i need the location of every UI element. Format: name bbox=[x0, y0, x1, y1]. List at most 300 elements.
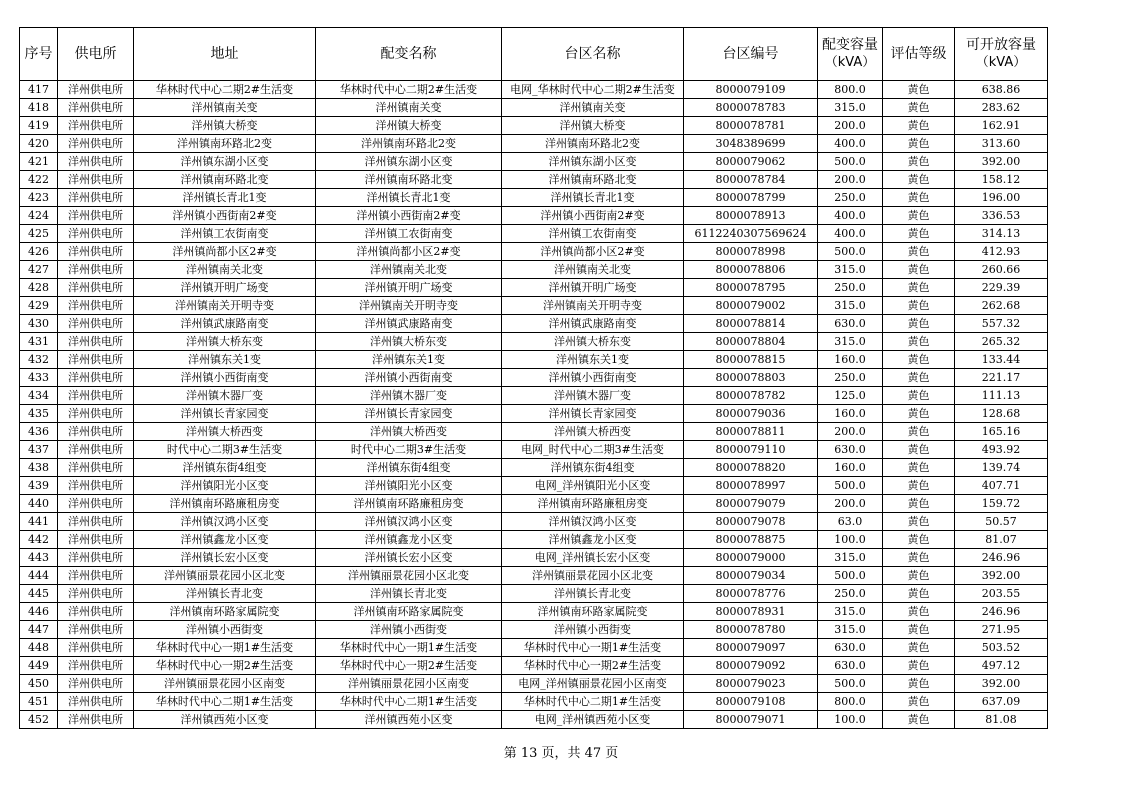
address-cell: 洋州镇小西街南变 bbox=[134, 369, 316, 387]
row-number: 443 bbox=[20, 549, 58, 567]
area-name-cell: 电网_洋州镇阳光小区变 bbox=[502, 477, 684, 495]
table-row bbox=[20, 207, 1048, 225]
grade-cell: 黄色 bbox=[883, 387, 955, 405]
transformer-cell: 华林时代中心二期1#生活变 bbox=[316, 693, 502, 711]
area-name-cell: 洋州镇南环路北变 bbox=[502, 171, 684, 189]
address-cell: 洋州镇南关变 bbox=[134, 99, 316, 117]
area-code-cell: 8000078997 bbox=[684, 477, 818, 495]
area-code-cell: 8000078820 bbox=[684, 459, 818, 477]
capacity-cell: 315.0 bbox=[818, 603, 883, 621]
address-cell: 洋州镇尚都小区2#变 bbox=[134, 243, 316, 261]
transformer-cell: 洋州镇大桥西变 bbox=[316, 423, 502, 441]
area-name-cell: 洋州镇东关1变 bbox=[502, 351, 684, 369]
capacity-cell: 500.0 bbox=[818, 675, 883, 693]
row-number: 438 bbox=[20, 459, 58, 477]
station-cell: 洋州供电所 bbox=[58, 513, 134, 531]
header-capacity bbox=[818, 28, 883, 81]
capacity-cell: 250.0 bbox=[818, 279, 883, 297]
area-name-cell: 洋州镇丽景花园小区北变 bbox=[502, 567, 684, 585]
capacity-cell: 400.0 bbox=[818, 207, 883, 225]
grade-cell: 黄色 bbox=[883, 333, 955, 351]
station-cell: 洋州供电所 bbox=[58, 639, 134, 657]
transformer-cell: 洋州镇西苑小区变 bbox=[316, 711, 502, 729]
station-cell: 洋州供电所 bbox=[58, 189, 134, 207]
table-row bbox=[20, 513, 1048, 531]
transformer-cell: 洋州镇长青家园变 bbox=[316, 405, 502, 423]
header-open-capacity-unit: （kVA） bbox=[975, 55, 1027, 70]
table-row bbox=[20, 567, 1048, 585]
area-name-cell: 洋州镇工农街南变 bbox=[502, 225, 684, 243]
area-code-cell: 8000079097 bbox=[684, 639, 818, 657]
table-row bbox=[20, 711, 1048, 729]
transformer-cell: 洋州镇丽景花园小区北变 bbox=[316, 567, 502, 585]
grade-cell: 黄色 bbox=[883, 171, 955, 189]
transformer-cell: 洋州镇南环路廉租房变 bbox=[316, 495, 502, 513]
area-code-cell: 8000078795 bbox=[684, 279, 818, 297]
area-name-cell: 电网_洋州镇长宏小区变 bbox=[502, 549, 684, 567]
transformer-cell: 洋州镇阳光小区变 bbox=[316, 477, 502, 495]
transformer-cell: 洋州镇东湖小区变 bbox=[316, 153, 502, 171]
area-code-cell: 8000078913 bbox=[684, 207, 818, 225]
table-row bbox=[20, 495, 1048, 513]
area-code-cell: 8000078806 bbox=[684, 261, 818, 279]
address-cell: 洋州镇长青北变 bbox=[134, 585, 316, 603]
transformer-cell: 华林时代中心一期2#生活变 bbox=[316, 657, 502, 675]
address-cell: 洋州镇工农街南变 bbox=[134, 225, 316, 243]
area-name-cell: 电网_华林时代中心二期2#生活变 bbox=[502, 81, 684, 99]
address-cell: 洋州镇大桥变 bbox=[134, 117, 316, 135]
table-row bbox=[20, 585, 1048, 603]
grade-cell: 黄色 bbox=[883, 153, 955, 171]
open-capacity-cell: 493.92 bbox=[955, 441, 1048, 459]
table-row bbox=[20, 153, 1048, 171]
grade-cell: 黄色 bbox=[883, 567, 955, 585]
station-cell: 洋州供电所 bbox=[58, 531, 134, 549]
address-cell: 洋州镇武康路南变 bbox=[134, 315, 316, 333]
capacity-cell: 200.0 bbox=[818, 117, 883, 135]
capacity-cell: 315.0 bbox=[818, 99, 883, 117]
area-name-cell: 洋州镇开明广场变 bbox=[502, 279, 684, 297]
area-code-cell: 8000079079 bbox=[684, 495, 818, 513]
grade-cell: 黄色 bbox=[883, 315, 955, 333]
area-code-cell: 8000078776 bbox=[684, 585, 818, 603]
station-cell: 洋州供电所 bbox=[58, 315, 134, 333]
open-capacity-cell: 260.66 bbox=[955, 261, 1048, 279]
row-number: 423 bbox=[20, 189, 58, 207]
station-cell: 洋州供电所 bbox=[58, 333, 134, 351]
header-capacity-unit: （kVA） bbox=[824, 55, 876, 70]
grade-cell: 黄色 bbox=[883, 405, 955, 423]
grade-cell: 黄色 bbox=[883, 297, 955, 315]
area-code-cell: 8000078811 bbox=[684, 423, 818, 441]
transformer-cell: 洋州镇小西街南2#变 bbox=[316, 207, 502, 225]
header-station: 供电所 bbox=[58, 28, 134, 81]
area-code-cell: 8000078875 bbox=[684, 531, 818, 549]
address-cell: 洋州镇开明广场变 bbox=[134, 279, 316, 297]
area-code-cell: 8000078803 bbox=[684, 369, 818, 387]
address-cell: 洋州镇鑫龙小区变 bbox=[134, 531, 316, 549]
station-cell: 洋州供电所 bbox=[58, 405, 134, 423]
address-cell: 洋州镇长青家园变 bbox=[134, 405, 316, 423]
address-cell: 洋州镇南关开明寺变 bbox=[134, 297, 316, 315]
station-cell: 洋州供电所 bbox=[58, 441, 134, 459]
transformer-cell: 洋州镇东街4组变 bbox=[316, 459, 502, 477]
table-row bbox=[20, 135, 1048, 153]
table-row bbox=[20, 351, 1048, 369]
area-code-cell: 8000079092 bbox=[684, 657, 818, 675]
capacity-cell: 315.0 bbox=[818, 261, 883, 279]
table-row bbox=[20, 387, 1048, 405]
open-capacity-cell: 392.00 bbox=[955, 567, 1048, 585]
capacity-cell: 200.0 bbox=[818, 423, 883, 441]
row-number: 430 bbox=[20, 315, 58, 333]
capacity-cell: 63.0 bbox=[818, 513, 883, 531]
area-code-cell: 8000079002 bbox=[684, 297, 818, 315]
row-number: 447 bbox=[20, 621, 58, 639]
area-name-cell: 洋州镇东湖小区变 bbox=[502, 153, 684, 171]
table-body bbox=[20, 81, 1048, 729]
grade-cell: 黄色 bbox=[883, 603, 955, 621]
area-code-cell: 6112240307569624 bbox=[684, 225, 818, 243]
capacity-cell: 500.0 bbox=[818, 243, 883, 261]
station-cell: 洋州供电所 bbox=[58, 585, 134, 603]
grade-cell: 黄色 bbox=[883, 675, 955, 693]
table-row bbox=[20, 99, 1048, 117]
row-number: 417 bbox=[20, 81, 58, 99]
transformer-cell: 时代中心二期3#生活变 bbox=[316, 441, 502, 459]
row-number: 439 bbox=[20, 477, 58, 495]
transformer-cell: 洋州镇长青北变 bbox=[316, 585, 502, 603]
table-row bbox=[20, 693, 1048, 711]
area-name-cell: 洋州镇南环路北2变 bbox=[502, 135, 684, 153]
open-capacity-cell: 246.96 bbox=[955, 549, 1048, 567]
station-cell: 洋州供电所 bbox=[58, 477, 134, 495]
open-capacity-cell: 392.00 bbox=[955, 153, 1048, 171]
area-name-cell: 电网_洋州镇西苑小区变 bbox=[502, 711, 684, 729]
grade-cell: 黄色 bbox=[883, 657, 955, 675]
row-number: 441 bbox=[20, 513, 58, 531]
area-code-cell: 8000079071 bbox=[684, 711, 818, 729]
open-capacity-cell: 81.08 bbox=[955, 711, 1048, 729]
grade-cell: 黄色 bbox=[883, 549, 955, 567]
table-row bbox=[20, 459, 1048, 477]
transformer-cell: 洋州镇尚都小区2#变 bbox=[316, 243, 502, 261]
address-cell: 洋州镇长宏小区变 bbox=[134, 549, 316, 567]
area-code-cell: 8000079036 bbox=[684, 405, 818, 423]
grade-cell: 黄色 bbox=[883, 585, 955, 603]
address-cell: 洋州镇丽景花园小区北变 bbox=[134, 567, 316, 585]
area-code-cell: 8000079108 bbox=[684, 693, 818, 711]
transformer-cell: 华林时代中心一期1#生活变 bbox=[316, 639, 502, 657]
area-name-cell: 洋州镇长青家园变 bbox=[502, 405, 684, 423]
area-name-cell: 华林时代中心一期1#生活变 bbox=[502, 639, 684, 657]
capacity-cell: 200.0 bbox=[818, 495, 883, 513]
capacity-cell: 630.0 bbox=[818, 441, 883, 459]
open-capacity-cell: 128.68 bbox=[955, 405, 1048, 423]
area-code-cell: 8000078799 bbox=[684, 189, 818, 207]
address-cell: 洋州镇南环路北2变 bbox=[134, 135, 316, 153]
open-capacity-cell: 111.13 bbox=[955, 387, 1048, 405]
open-capacity-cell: 133.44 bbox=[955, 351, 1048, 369]
station-cell: 洋州供电所 bbox=[58, 567, 134, 585]
area-name-cell: 洋州镇南环路家属院变 bbox=[502, 603, 684, 621]
address-cell: 洋州镇东关1变 bbox=[134, 351, 316, 369]
address-cell: 华林时代中心二期1#生活变 bbox=[134, 693, 316, 711]
station-cell: 洋州供电所 bbox=[58, 693, 134, 711]
row-number: 431 bbox=[20, 333, 58, 351]
station-cell: 洋州供电所 bbox=[58, 621, 134, 639]
capacity-cell: 500.0 bbox=[818, 153, 883, 171]
transformer-cell: 洋州镇南关北变 bbox=[316, 261, 502, 279]
table-row bbox=[20, 333, 1048, 351]
station-cell: 洋州供电所 bbox=[58, 387, 134, 405]
transformer-cell: 洋州镇长宏小区变 bbox=[316, 549, 502, 567]
grade-cell: 黄色 bbox=[883, 189, 955, 207]
open-capacity-cell: 638.86 bbox=[955, 81, 1048, 99]
address-cell: 华林时代中心二期2#生活变 bbox=[134, 81, 316, 99]
row-number: 419 bbox=[20, 117, 58, 135]
transformer-cell: 洋州镇长青北1变 bbox=[316, 189, 502, 207]
capacity-cell: 400.0 bbox=[818, 135, 883, 153]
transformer-cell: 洋州镇丽景花园小区南变 bbox=[316, 675, 502, 693]
transformer-cell: 洋州镇大桥东变 bbox=[316, 333, 502, 351]
open-capacity-cell: 503.52 bbox=[955, 639, 1048, 657]
address-cell: 时代中心二期3#生活变 bbox=[134, 441, 316, 459]
address-cell: 华林时代中心一期2#生活变 bbox=[134, 657, 316, 675]
capacity-cell: 500.0 bbox=[818, 477, 883, 495]
station-cell: 洋州供电所 bbox=[58, 243, 134, 261]
row-number: 446 bbox=[20, 603, 58, 621]
area-name-cell: 电网_时代中心二期3#生活变 bbox=[502, 441, 684, 459]
area-name-cell: 洋州镇小西街变 bbox=[502, 621, 684, 639]
open-capacity-cell: 165.16 bbox=[955, 423, 1048, 441]
row-number: 445 bbox=[20, 585, 58, 603]
header-grade: 评估等级 bbox=[883, 28, 955, 81]
address-cell: 洋州镇西苑小区变 bbox=[134, 711, 316, 729]
transformer-cell: 洋州镇汉鸿小区变 bbox=[316, 513, 502, 531]
area-name-cell: 洋州镇南关北变 bbox=[502, 261, 684, 279]
address-cell: 洋州镇木器厂变 bbox=[134, 387, 316, 405]
row-number: 448 bbox=[20, 639, 58, 657]
station-cell: 洋州供电所 bbox=[58, 369, 134, 387]
capacity-cell: 100.0 bbox=[818, 531, 883, 549]
header-open-capacity-label: 可开放容量 bbox=[966, 37, 1036, 53]
table-row bbox=[20, 171, 1048, 189]
area-code-cell: 8000078804 bbox=[684, 333, 818, 351]
row-number: 442 bbox=[20, 531, 58, 549]
grade-cell: 黄色 bbox=[883, 117, 955, 135]
row-number: 440 bbox=[20, 495, 58, 513]
grade-cell: 黄色 bbox=[883, 99, 955, 117]
area-code-cell: 8000078931 bbox=[684, 603, 818, 621]
table-row bbox=[20, 657, 1048, 675]
station-cell: 洋州供电所 bbox=[58, 459, 134, 477]
row-number: 422 bbox=[20, 171, 58, 189]
header-area-code: 台区编号 bbox=[684, 28, 818, 81]
open-capacity-cell: 196.00 bbox=[955, 189, 1048, 207]
area-name-cell: 洋州镇小西街南变 bbox=[502, 369, 684, 387]
capacity-cell: 500.0 bbox=[818, 567, 883, 585]
address-cell: 华林时代中心一期1#生活变 bbox=[134, 639, 316, 657]
area-code-cell: 8000079078 bbox=[684, 513, 818, 531]
open-capacity-cell: 265.32 bbox=[955, 333, 1048, 351]
transformer-cell: 洋州镇鑫龙小区变 bbox=[316, 531, 502, 549]
open-capacity-cell: 392.00 bbox=[955, 675, 1048, 693]
open-capacity-cell: 246.96 bbox=[955, 603, 1048, 621]
table-row bbox=[20, 81, 1048, 99]
row-number: 434 bbox=[20, 387, 58, 405]
station-cell: 洋州供电所 bbox=[58, 99, 134, 117]
area-name-cell: 洋州镇南环路廉租房变 bbox=[502, 495, 684, 513]
table-row bbox=[20, 603, 1048, 621]
grade-cell: 黄色 bbox=[883, 135, 955, 153]
area-code-cell: 8000078782 bbox=[684, 387, 818, 405]
capacity-cell: 315.0 bbox=[818, 297, 883, 315]
row-number: 435 bbox=[20, 405, 58, 423]
row-number: 424 bbox=[20, 207, 58, 225]
table-row bbox=[20, 261, 1048, 279]
open-capacity-cell: 50.57 bbox=[955, 513, 1048, 531]
grade-cell: 黄色 bbox=[883, 225, 955, 243]
area-name-cell: 洋州镇东街4组变 bbox=[502, 459, 684, 477]
area-code-cell: 8000078781 bbox=[684, 117, 818, 135]
station-cell: 洋州供电所 bbox=[58, 135, 134, 153]
capacity-cell: 200.0 bbox=[818, 171, 883, 189]
table-row bbox=[20, 189, 1048, 207]
table-row bbox=[20, 369, 1048, 387]
area-name-cell: 洋州镇长青北1变 bbox=[502, 189, 684, 207]
station-cell: 洋州供电所 bbox=[58, 675, 134, 693]
address-cell: 洋州镇小西街变 bbox=[134, 621, 316, 639]
open-capacity-cell: 158.12 bbox=[955, 171, 1048, 189]
capacity-cell: 250.0 bbox=[818, 369, 883, 387]
station-cell: 洋州供电所 bbox=[58, 207, 134, 225]
transformer-cell: 洋州镇小西街变 bbox=[316, 621, 502, 639]
transformer-cell: 洋州镇小西街南变 bbox=[316, 369, 502, 387]
grade-cell: 黄色 bbox=[883, 711, 955, 729]
header-no: 序号 bbox=[20, 28, 58, 81]
open-capacity-cell: 271.95 bbox=[955, 621, 1048, 639]
open-capacity-cell: 221.17 bbox=[955, 369, 1048, 387]
station-cell: 洋州供电所 bbox=[58, 423, 134, 441]
area-name-cell: 洋州镇尚都小区2#变 bbox=[502, 243, 684, 261]
station-cell: 洋州供电所 bbox=[58, 495, 134, 513]
grade-cell: 黄色 bbox=[883, 81, 955, 99]
station-cell: 洋州供电所 bbox=[58, 261, 134, 279]
station-cell: 洋州供电所 bbox=[58, 81, 134, 99]
grade-cell: 黄色 bbox=[883, 423, 955, 441]
table-row bbox=[20, 549, 1048, 567]
address-cell: 洋州镇南关北变 bbox=[134, 261, 316, 279]
station-cell: 洋州供电所 bbox=[58, 351, 134, 369]
page-number: 第 13 页，共 47 页 bbox=[503, 746, 619, 761]
open-capacity-cell: 139.74 bbox=[955, 459, 1048, 477]
grade-cell: 黄色 bbox=[883, 531, 955, 549]
address-cell: 洋州镇大桥东变 bbox=[134, 333, 316, 351]
address-cell: 洋州镇大桥西变 bbox=[134, 423, 316, 441]
address-cell: 洋州镇南环路廉租房变 bbox=[134, 495, 316, 513]
capacity-cell: 800.0 bbox=[818, 693, 883, 711]
area-name-cell: 华林时代中心二期1#生活变 bbox=[502, 693, 684, 711]
row-number: 437 bbox=[20, 441, 58, 459]
row-number: 421 bbox=[20, 153, 58, 171]
area-code-cell: 8000079023 bbox=[684, 675, 818, 693]
open-capacity-cell: 229.39 bbox=[955, 279, 1048, 297]
open-capacity-cell: 412.93 bbox=[955, 243, 1048, 261]
table-row bbox=[20, 315, 1048, 333]
area-name-cell: 洋州镇南关开明寺变 bbox=[502, 297, 684, 315]
grade-cell: 黄色 bbox=[883, 369, 955, 387]
open-capacity-cell: 407.71 bbox=[955, 477, 1048, 495]
transformer-cell: 洋州镇东关1变 bbox=[316, 351, 502, 369]
table-row bbox=[20, 477, 1048, 495]
area-code-cell: 8000079000 bbox=[684, 549, 818, 567]
address-cell: 洋州镇南环路北变 bbox=[134, 171, 316, 189]
area-name-cell: 洋州镇木器厂变 bbox=[502, 387, 684, 405]
area-name-cell: 电网_洋州镇丽景花园小区南变 bbox=[502, 675, 684, 693]
transformer-cell: 洋州镇木器厂变 bbox=[316, 387, 502, 405]
capacity-cell: 630.0 bbox=[818, 639, 883, 657]
grade-cell: 黄色 bbox=[883, 441, 955, 459]
row-number: 449 bbox=[20, 657, 58, 675]
capacity-cell: 250.0 bbox=[818, 585, 883, 603]
transformer-cell: 洋州镇南环路北2变 bbox=[316, 135, 502, 153]
area-name-cell: 洋州镇大桥变 bbox=[502, 117, 684, 135]
area-name-cell: 洋州镇南关变 bbox=[502, 99, 684, 117]
grade-cell: 黄色 bbox=[883, 477, 955, 495]
area-code-cell: 3048389699 bbox=[684, 135, 818, 153]
station-cell: 洋州供电所 bbox=[58, 297, 134, 315]
grade-cell: 黄色 bbox=[883, 207, 955, 225]
grade-cell: 黄色 bbox=[883, 639, 955, 657]
row-number: 426 bbox=[20, 243, 58, 261]
grade-cell: 黄色 bbox=[883, 495, 955, 513]
grade-cell: 黄色 bbox=[883, 459, 955, 477]
station-cell: 洋州供电所 bbox=[58, 153, 134, 171]
transformer-cell: 洋州镇南环路北变 bbox=[316, 171, 502, 189]
open-capacity-cell: 159.72 bbox=[955, 495, 1048, 513]
area-code-cell: 8000078815 bbox=[684, 351, 818, 369]
grade-cell: 黄色 bbox=[883, 513, 955, 531]
area-name-cell: 洋州镇小西街南2#变 bbox=[502, 207, 684, 225]
open-capacity-cell: 283.62 bbox=[955, 99, 1048, 117]
area-name-cell: 洋州镇大桥西变 bbox=[502, 423, 684, 441]
open-capacity-cell: 637.09 bbox=[955, 693, 1048, 711]
area-code-cell: 8000079110 bbox=[684, 441, 818, 459]
table-row bbox=[20, 297, 1048, 315]
station-cell: 洋州供电所 bbox=[58, 117, 134, 135]
open-capacity-cell: 81.07 bbox=[955, 531, 1048, 549]
row-number: 428 bbox=[20, 279, 58, 297]
capacity-cell: 630.0 bbox=[818, 657, 883, 675]
station-cell: 洋州供电所 bbox=[58, 711, 134, 729]
table-row bbox=[20, 279, 1048, 297]
row-number: 433 bbox=[20, 369, 58, 387]
table-row bbox=[20, 243, 1048, 261]
station-cell: 洋州供电所 bbox=[58, 225, 134, 243]
area-name-cell: 洋州镇鑫龙小区变 bbox=[502, 531, 684, 549]
area-code-cell: 8000078780 bbox=[684, 621, 818, 639]
table-row bbox=[20, 531, 1048, 549]
row-number: 420 bbox=[20, 135, 58, 153]
address-cell: 洋州镇长青北1变 bbox=[134, 189, 316, 207]
capacity-cell: 400.0 bbox=[818, 225, 883, 243]
capacity-cell: 160.0 bbox=[818, 405, 883, 423]
transformer-cell: 洋州镇南关开明寺变 bbox=[316, 297, 502, 315]
open-capacity-cell: 557.32 bbox=[955, 315, 1048, 333]
address-cell: 洋州镇东街4组变 bbox=[134, 459, 316, 477]
station-cell: 洋州供电所 bbox=[58, 279, 134, 297]
